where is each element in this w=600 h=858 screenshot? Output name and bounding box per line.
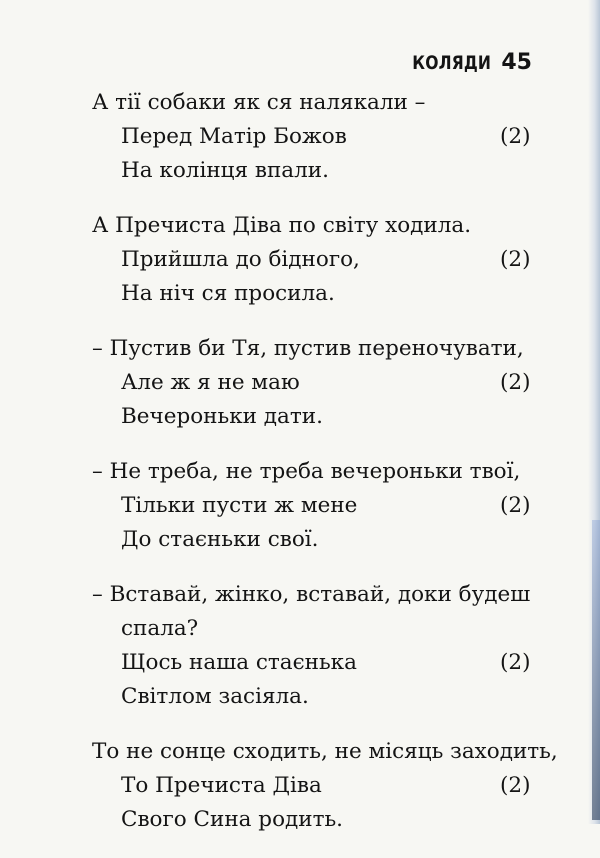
verse-text: Але ж я не маю [121, 370, 300, 395]
verse-line: А тії собаки як ся налякали – [92, 90, 426, 115]
verse-line: – Не треба, не треба вечероньки твої, [92, 459, 521, 484]
repeat-mark: (2) [500, 650, 531, 675]
verse-line: – Вставай, жінко, вставай, доки будеш [92, 582, 531, 607]
stanza-3 [92, 332, 542, 434]
repeat-mark: (2) [500, 124, 531, 149]
verse-line [92, 366, 542, 400]
stanza-5 [92, 578, 542, 714]
verse-text: Перед Матір Божов [121, 124, 347, 149]
stanza-1 [92, 86, 542, 188]
verse-line: На колінця впали. [121, 158, 329, 183]
verse-text: Прийшла до бідного, [121, 247, 360, 272]
verse-text: То Пречиста Діва [121, 773, 322, 798]
page-number: 45 [501, 50, 532, 75]
verse-line [92, 489, 542, 523]
repeat-mark: (2) [500, 493, 531, 518]
verse-line [92, 646, 542, 680]
repeat-mark: (2) [500, 370, 531, 395]
stanza-4 [92, 455, 542, 557]
stanza-2 [92, 209, 542, 311]
verse-line: спала? [121, 616, 199, 641]
verse-line: Вечероньки дати. [121, 404, 323, 429]
verse-text: Щось наша стаєнька [121, 650, 357, 675]
verse-text: Тільки пусти ж мене [121, 493, 358, 518]
verse-line: То не сонце сходить, не місяць заходить, [92, 739, 558, 764]
section-title: КОЛЯДИ [412, 52, 492, 74]
stanza-6 [92, 735, 558, 837]
repeat-mark: (2) [500, 247, 531, 272]
verse-line: Світлом засіяла. [121, 684, 309, 709]
verse-line: Свого Сина родить. [121, 807, 344, 832]
poem [92, 86, 558, 858]
page-edge-shade [592, 520, 600, 820]
verse-line [92, 120, 542, 154]
verse-line: На ніч ся просила. [121, 281, 335, 306]
running-head [395, 50, 532, 75]
verse-line [92, 769, 542, 803]
verse-line: – Пустив би Тя, пустив переночувати, [92, 336, 524, 361]
verse-line: До стаєньки свої. [121, 527, 319, 552]
verse-line: А Пречиста Діва по світу ходила. [92, 213, 472, 238]
repeat-mark: (2) [500, 773, 531, 798]
verse-line [92, 243, 542, 277]
